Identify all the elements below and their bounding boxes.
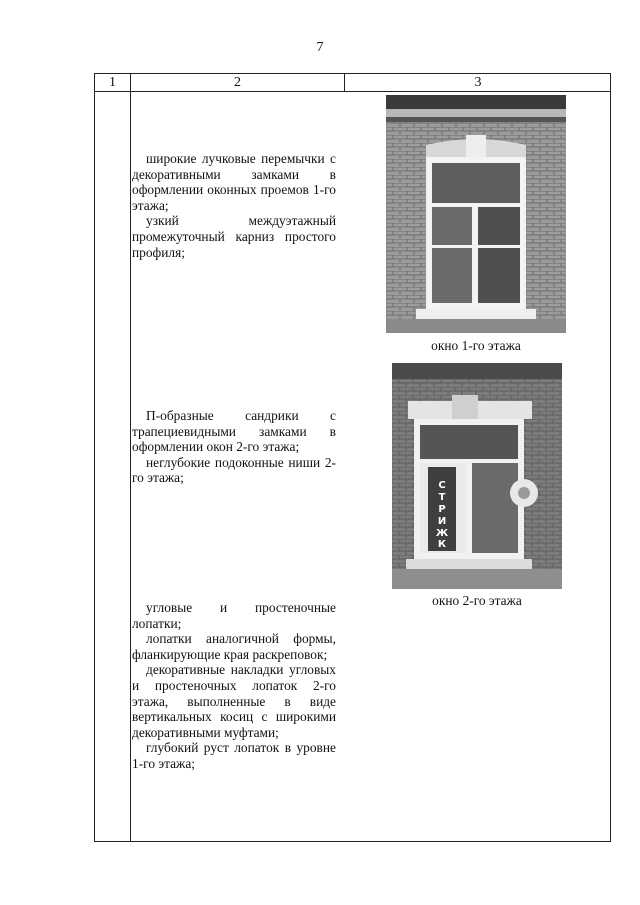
- description-block-3: [132, 600, 336, 772]
- description-paragraph: глубокий руст лопаток в уровне 1-го этажа;: [132, 740, 336, 771]
- photo-caption: окно 1-го этажа: [431, 338, 521, 353]
- svg-text:Т: Т: [438, 492, 446, 503]
- description-paragraph: угловые и простеночные лопатки;: [132, 600, 336, 631]
- description-paragraph: широкие лучковые перемычки с декоративными замками в оформлении оконных проемов 1-го этажа;: [132, 151, 336, 213]
- svg-text:Р: Р: [438, 504, 446, 515]
- column-divider: [130, 74, 131, 841]
- description-paragraph: неглубокие подоконные ниши 2-го этажа;: [132, 454, 336, 486]
- description-block-1: [132, 151, 336, 260]
- svg-text:С: С: [438, 480, 446, 491]
- svg-text:И: И: [437, 516, 447, 527]
- description-paragraph: П-образные сандрики с трапециевидными замками в оформлении окон 2-го этажа;: [132, 408, 336, 455]
- photo-caption: окно 2-го этажа: [432, 593, 522, 608]
- heritage-table: [94, 73, 611, 842]
- window-2nd-floor-photo: [392, 363, 562, 589]
- page-number: 7: [316, 40, 324, 55]
- svg-text:К: К: [437, 539, 447, 550]
- description-block-2: [132, 408, 336, 486]
- column-header-3: 3: [474, 75, 482, 90]
- column-header-1: 1: [109, 75, 116, 90]
- svg-text:Ж: Ж: [435, 528, 449, 539]
- description-paragraph: лопатки аналогичной формы, фланкирующие края раскреповок;: [132, 631, 336, 662]
- window-1st-floor-photo: [386, 95, 566, 333]
- header-divider: [95, 91, 610, 92]
- description-paragraph: декоративные накладки угловых и простеночных лопаток 2-го этажа, выполненные в виде вертикальных косиц с широкими декоративными муфтами;: [132, 662, 336, 740]
- description-paragraph: узкий междуэтажный промежуточный карниз простого профиля;: [132, 213, 336, 260]
- column-header-2: 2: [234, 75, 241, 90]
